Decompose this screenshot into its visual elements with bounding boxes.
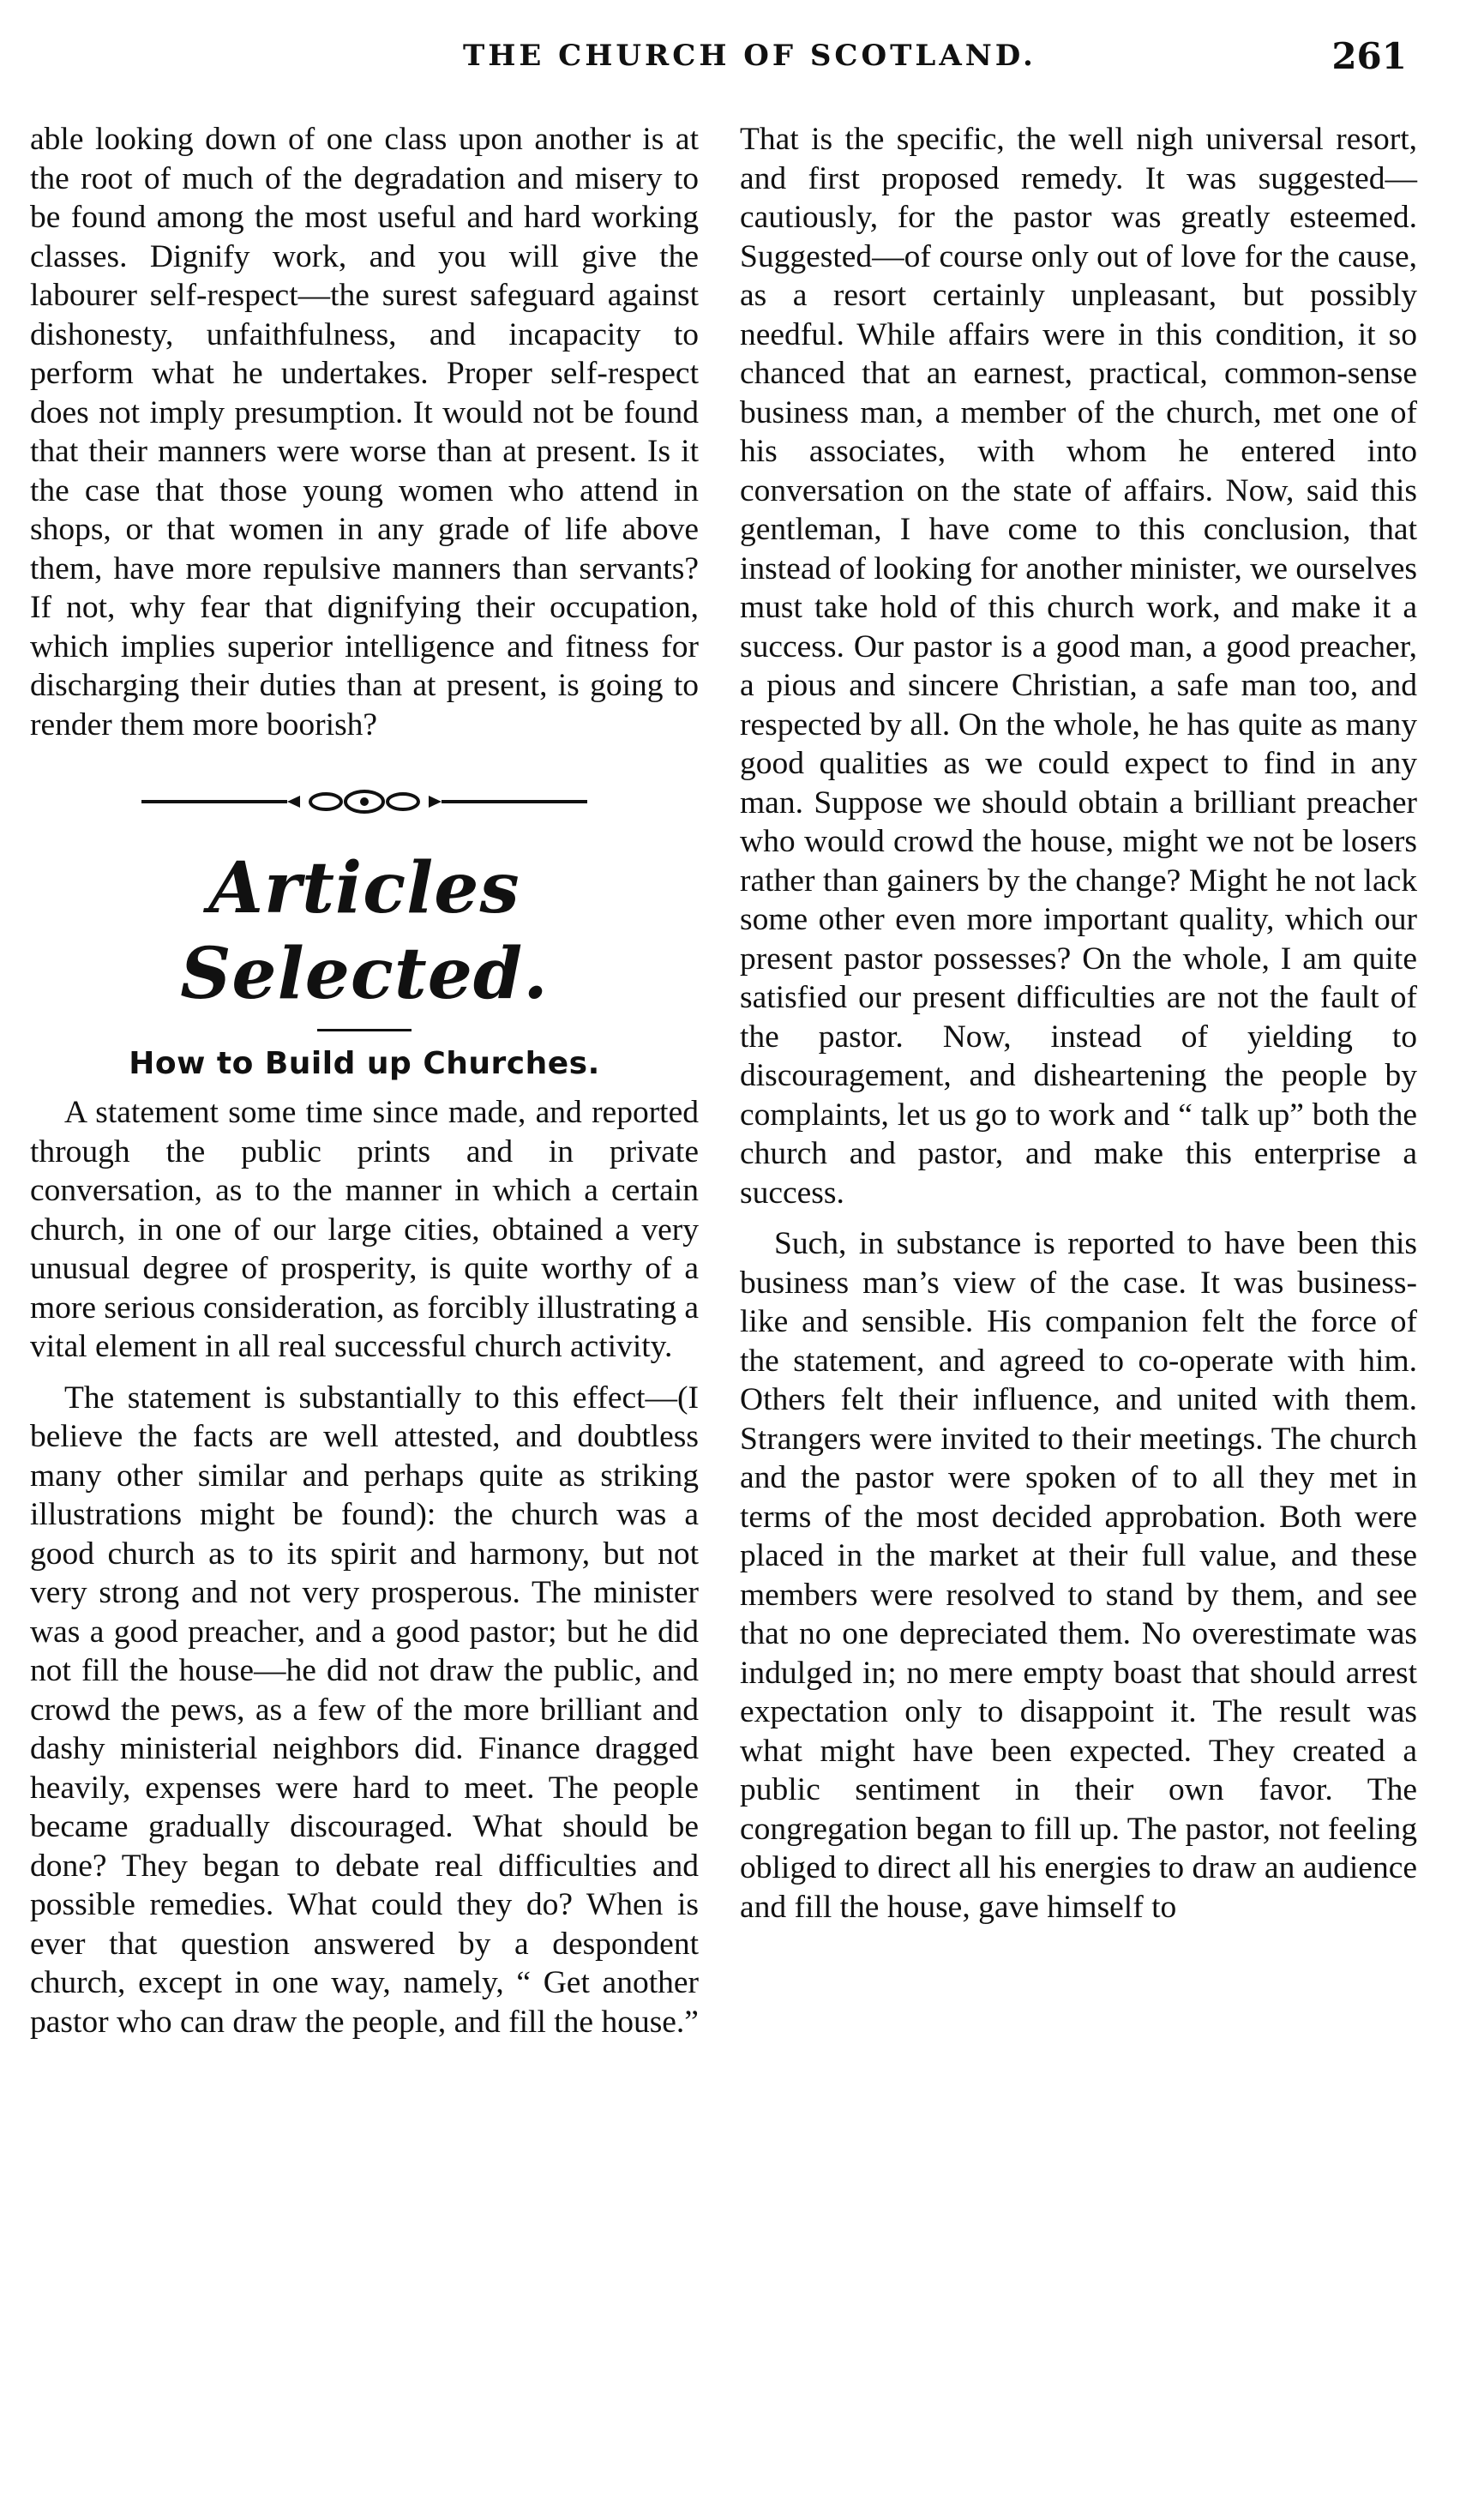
article-heading: How to Build up Churches. (129, 1046, 600, 1081)
article-paragraph: A statement some time since made, and reported through the public prints and in private conversation, as to the manner in which a certain church, in one of our large cities, obtained a very unusual degree of prosperity, is quite worthy of a more serious consideration, as forcibly illustrating a vital element in all real successful church activity. (30, 1095, 700, 1364)
article-paragraph: Such, in substance is reported to have been this business man’s view of the case. It was business-like and sensible. His companion felt the force of the statement, and agreed to co-operate with him. Others felt their influence, and united with them. Strangers were invited to their meetings. The church and the pastor were spoken of to all they met in terms of the most decided approbation. Both were placed in the market at their full value, and these members were resolved to stand by them, and see that no one depreciated them. No overestimate was indulged in; no mere empty boast that should arrest expectation only to disappoint it. The result was what might have been expected. They created a public sentiment in their own favor. The congregation began to fill up. The pastor, not feeling obliged to direct all his energies to draw an audience and fill the house, gave himself to (740, 1226, 1417, 1925)
decorative-scroll-divider-icon (141, 787, 587, 816)
article-paragraph: The statement is substantially to this effect—(I believe the facts are well attested, and doubtless many other similar and perhaps quite as striking illustrations might be found): the church was a good church as to its spirit and harmony, but not very strong and not very prosperous. The minister was a good preacher, and a good pastor; but he did not fill the house—he did not draw the public, and crowd the pews, as a few of the more brilliant and dashy ministerial neighbors did. Finance dragged heavily, expenses were hard to meet. The people became gradually discouraged. What should be done? They began to debate real difficulties and possible remedies. What could they do? When is ever that question answered by a despondent church, except in one way, namely, “ Get another pastor who can draw the people, and fill the house.” (30, 1380, 699, 2040)
running-header (0, 35, 1484, 90)
page-number: 261 (1331, 35, 1407, 77)
title-rule (317, 1029, 412, 1031)
running-title: THE CHURCH OF SCOTLAND. (463, 39, 1036, 73)
section-title: Articles Selected. (180, 847, 549, 1015)
continued-paragraph: able looking down of one class upon another is at the root of much of the degradation and misery to be found among the most useful and hard working classes. Dignify work, and you will give the labourer self-respect—the surest safeguard against dishonesty, unfaithfulness, and incapacity to perform what he undertakes. Proper self-respect does not imply presumption. It would not be found that their manners were worse than at present. Is it the case that those young women who attend in shops, or that women in any grade of life above them, have more repulsive manners than servants? If not, why fear that dignifying their occupation, which implies superior intelligence and fitness for discharging their duties than at present, is going to render them more boorish? (30, 122, 699, 742)
right-column (740, 120, 1417, 1927)
left-column (30, 120, 699, 2041)
article-paragraph: That is the specific, the well nigh universal resort, and first proposed remedy. It was suggested—cautiously, for the pastor was greatly esteemed. Suggested—of course only out of love for the cause, as a resort certainly unpleasant, but possibly needful. While affairs were in this condition, it so chanced that an earnest, practical, common-sense business man, a member of the church, met one of his associates, with whom he entered into conversation on the state of affairs. Now, said this gentleman, I have come to this conclusion, that instead of looking for another minister, we ourselves must take hold of this church work, and make it a success. Our pastor is a good man, a good preacher, a pious and sincere Christian, a safe man too, and respected by all. On the whole, he has quite as many good qualities as we could expect to find in any man. Suppose we should obtain a brilliant preacher who would crowd the house, might we not be losers rather than gainers by the change? Might he not lack some other even more important quality, which our present pastor possesses? On the whole, I am quite satisfied our present difficulties are not the fault of the pastor. Now, instead of yielding to discouragement, and disheartening the people by complaints, let us go to work and “ talk up” both the church and pastor, and make this enterprise a success. (740, 122, 1417, 1211)
